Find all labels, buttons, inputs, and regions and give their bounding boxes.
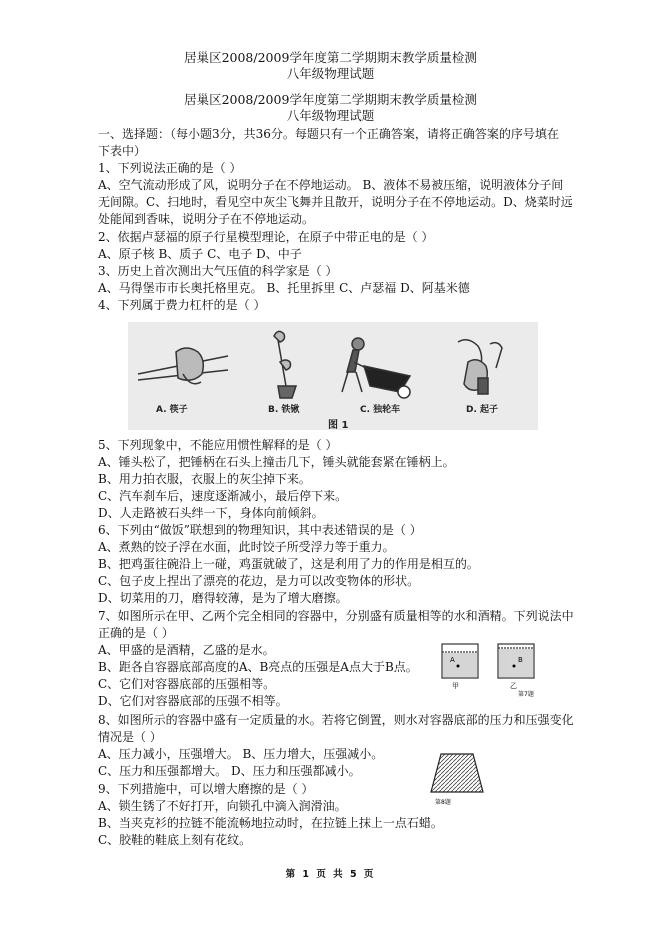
q7-stem-line1: 7、如图所示在甲、乙两个完全相同的容器中，分别盛有质量相等的水和酒精。下列说法中	[98, 609, 574, 623]
label-yi: 乙	[510, 682, 517, 690]
q5-stem: 5、下列现象中，不能应用惯性解释的是（ ）	[98, 438, 338, 452]
fig1-caption-c: C. 独轮车	[360, 405, 401, 415]
q1-text-line3: 处能闻到香味，说明分子在不停地运动。	[98, 212, 315, 226]
label-b: B	[518, 656, 523, 664]
q8-options-cd: C、压力和压强都增大。 D、压力和压强都减小。	[98, 764, 361, 778]
chopsticks-drawing	[138, 348, 228, 384]
q8-figure	[425, 750, 489, 808]
q7-option-d: D、它们对容器底部的压强不相等。	[98, 694, 288, 708]
q5-option-c: C、汽车刹车后，速度逐渐减小，最后停下来。	[98, 489, 348, 503]
q9-option-c: C、胶鞋的鞋底上刻有花纹。	[98, 833, 252, 847]
fig1-caption-a: A. 筷子	[156, 405, 188, 415]
point-b	[513, 665, 516, 668]
q6-option-d: D、切菜用的刀，磨得较薄，是为了增大磨擦。	[98, 591, 348, 605]
section-instructions-line2: 下表中）	[98, 144, 147, 158]
q4-figure	[128, 322, 538, 430]
exam-subtitle-repeat: 八年级物理试题	[286, 108, 375, 123]
fig7-caption: 第7题	[518, 691, 534, 698]
q7-stem-line2: 正确的是（ ）	[98, 626, 174, 640]
q2-options: A、原子核 B、质子 C、电子 D、中子	[98, 247, 302, 261]
q9-option-a: A、锁生锈了不好打开，向锁孔中滴入润滑油。	[98, 799, 347, 813]
fig1-caption-b: B. 铁锹	[268, 405, 300, 415]
trapezoid-container-drawing	[425, 750, 489, 808]
exam-subtitle: 八年级物理试题	[286, 66, 375, 81]
exam-title-repeat: 居巢区2008/2009学年度第二学期期末教学质量检测	[184, 92, 477, 107]
point-a	[457, 665, 460, 668]
q4-stem: 4、下列属于费力杠杆的是（ ）	[98, 298, 266, 312]
page-footer: 第 1 页 共 5 页	[285, 869, 376, 880]
q1-text-line1: A、空气流动形成了风，说明分子在不停地运动。 B、液体不易被压缩，说明液体分子间	[98, 178, 564, 192]
fig1-caption-d: D. 起子	[466, 405, 499, 415]
q5-option-b: B、用力拍衣服，衣服上的灰尘掉下来。	[98, 472, 311, 486]
q6-option-c: C、包子皮上捏出了漂亮的花边，是力可以改变物体的形状。	[98, 574, 420, 588]
fig1-title: 图 1	[328, 420, 349, 430]
bottle-opener-drawing	[458, 340, 502, 394]
label-a: A	[450, 656, 455, 664]
q8-stem-line1: 8、如图所示的容器中盛有一定质量的水。若将它倒置，则水对容器底部的压力和压强变化	[98, 713, 574, 727]
q7-option-c: C、它们对容器底部的压强相等。	[98, 677, 276, 691]
q9-stem: 9、下列措施中，可以增大磨擦的是（ ）	[98, 782, 314, 796]
q8-options-ab: A、压力减小，压强增大。 B、压力增大，压强减小。	[98, 747, 384, 761]
fig8-caption: 第8题	[435, 799, 451, 806]
q6-option-b: B、把鸡蛋往碗沿上一碰，鸡蛋就破了，这是利用了力的作用是相互的。	[98, 557, 479, 571]
q3-options: A、马得堡市市长奥托格里克。 B、托里拆里 C、卢瑟福 D、阿基米德	[98, 281, 470, 295]
q7-option-b: B、距各自容器底部高度的A、B亮点的压强是A点大于B点。	[98, 660, 418, 674]
exam-title: 居巢区2008/2009学年度第二学期期末教学质量检测	[184, 50, 477, 65]
q6-stem: 6、下列由“做饭”联想到的物理知识，其中表述错误的是（ ）	[98, 523, 422, 537]
q6-option-a: A、煮熟的饺子浮在水面，此时饺子所受浮力等于重力。	[98, 540, 395, 554]
q7-option-a: A、甲盛的是酒精，乙盛的是水。	[98, 643, 275, 657]
q8-stem-line2: 情况是（ ）	[98, 730, 162, 744]
q5-option-a: A、锤头松了，把锤柄在石头上撞击几下，锤头就能套紧在锤柄上。	[98, 455, 455, 469]
q1-text-line2: 无间隙。C、扫地时，看见空中灰尘飞舞并且散开，说明分子在不停地运动。D、烧菜时远	[98, 195, 573, 209]
q3-stem: 3、历史上首次测出大气压值的科学家是（ ）	[98, 264, 338, 278]
section-instructions-line1: 一、选择题：（每小题3分，共36分。每题只有一个正确答案，请将正确答案的序号填在	[98, 127, 559, 141]
containers-drawing	[438, 638, 548, 698]
wheelbarrow-drawing	[342, 338, 410, 398]
q2-stem: 2、依据卢瑟福的原子行星模型理论，在原子中带正电的是（ ）	[98, 230, 434, 244]
q5-option-d: D、人走路被石头绊一下，身体向前倾斜。	[98, 506, 324, 520]
q9-option-b: B、当夹克衫的拉链不能流畅地拉动时，在拉链上抹上一点石蜡。	[98, 816, 443, 830]
label-jia: 甲	[452, 682, 459, 690]
q1-stem: 1、下列说法正确的是（ ）	[98, 161, 242, 175]
q7-figure	[438, 638, 548, 698]
shovel-drawing	[274, 331, 296, 398]
